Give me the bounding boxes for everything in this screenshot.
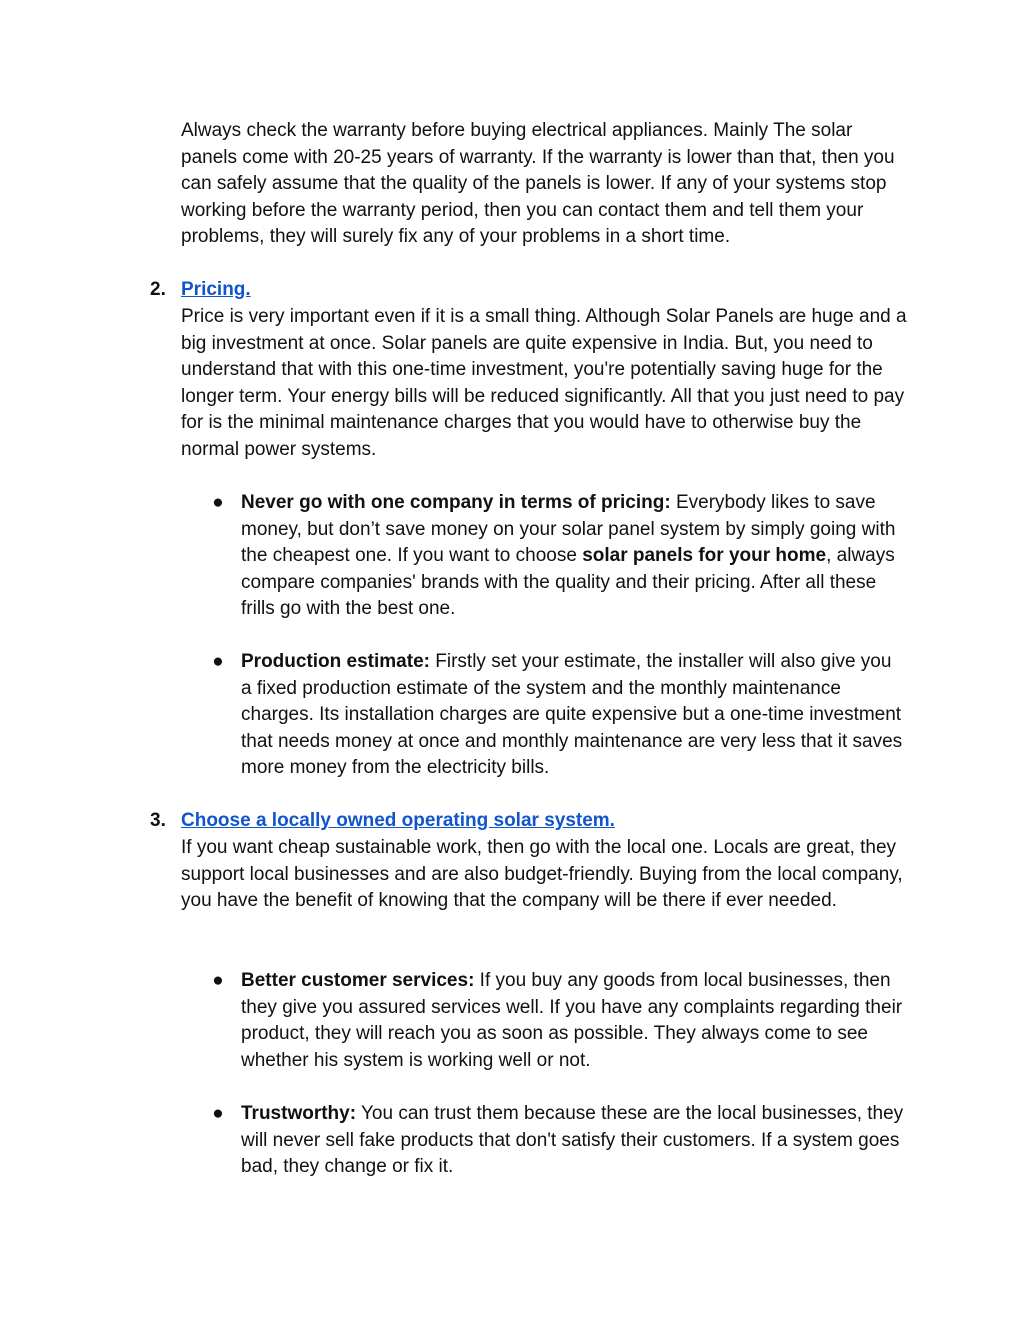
section-heading-local-solar: [150, 808, 910, 835]
bullet-icon: ●: [212, 651, 224, 672]
pricing-paragraph: Price is very important even if it is a small thing. Although Solar Panels are huge and a big investment at once. Solar panels are quite expensive in India. But, you need to understand that with this one-time investment, you're potentially saving huge for the longer term. Your energy bills will be reduced significantly. All that you just need to pay for is the minimal maintenance charges that you would have to otherwise buy the normal power systems.: [181, 306, 907, 460]
local-solar-link[interactable]: Choose a locally owned operating solar system.: [181, 810, 615, 831]
section-heading-pricing: [150, 277, 910, 304]
bullet-icon: ●: [212, 970, 224, 991]
bullet-text: , always compare companies' brands with the quality and their pricing. After all these frills go with the best one.: [241, 545, 895, 620]
bullet-lead: Production estimate:: [241, 651, 430, 672]
warranty-paragraph: Always check the warranty before buying electrical appliances. Mainly The solar panels come with 20-25 years of warranty. If the warranty is lower than that, then you can safely assume that the quality of the panels is lower. If any of your systems stop working before the warranty period, then you can contact them and tell them your problems, they will surely fix any of your problems in a short time.: [181, 120, 895, 248]
list-item: [212, 649, 906, 782]
bullet-text: Firstly set your estimate, the installer will also give you a fixed production estimate of the system and the monthly maintenance charges. Its installation charges are quite expensive but a one-time investment that needs money at once and monthly maintenance are very less that it saves more money from the electricity bills.: [241, 651, 903, 779]
bullet-text: Everybody likes to save money, but don’t save money on your solar panel system by simply going with the cheapest one. If you want to choose: [241, 492, 896, 567]
bullet-icon: ●: [212, 1103, 224, 1124]
section-number: 3.: [150, 810, 166, 831]
bullet-text: You can trust them because these are the local businesses, they will never sell fake products that don't satisfy their customers. If a system goes bad, they change or fix it.: [241, 1103, 904, 1178]
bullet-lead: Never go with one company in terms of pricing:: [241, 492, 671, 513]
list-item: [212, 1101, 906, 1181]
bullet-icon: ●: [212, 492, 224, 513]
bullet-emphasis: solar panels for your home: [582, 545, 827, 567]
bullet-text: If you buy any goods from local businesses, then they give you assured services well. If you have any complaints regarding their product, they will reach you as soon as possible. They always come to see whether his system is working well or not.: [241, 970, 903, 1071]
pricing-link[interactable]: Pricing.: [181, 279, 251, 300]
bullet-lead: Better customer services:: [241, 970, 475, 991]
list-item: [212, 490, 906, 623]
local-solar-paragraph: If you want cheap sustainable work, then go with the local one. Locals are great, they support local businesses and are also budget-friendly. Buying from the local company, you have the benefit of knowing that the company will be there if ever needed.: [181, 837, 903, 912]
section-number: 2.: [150, 279, 166, 300]
bullet-lead: Trustworthy:: [241, 1103, 357, 1124]
list-item: [212, 968, 906, 1074]
